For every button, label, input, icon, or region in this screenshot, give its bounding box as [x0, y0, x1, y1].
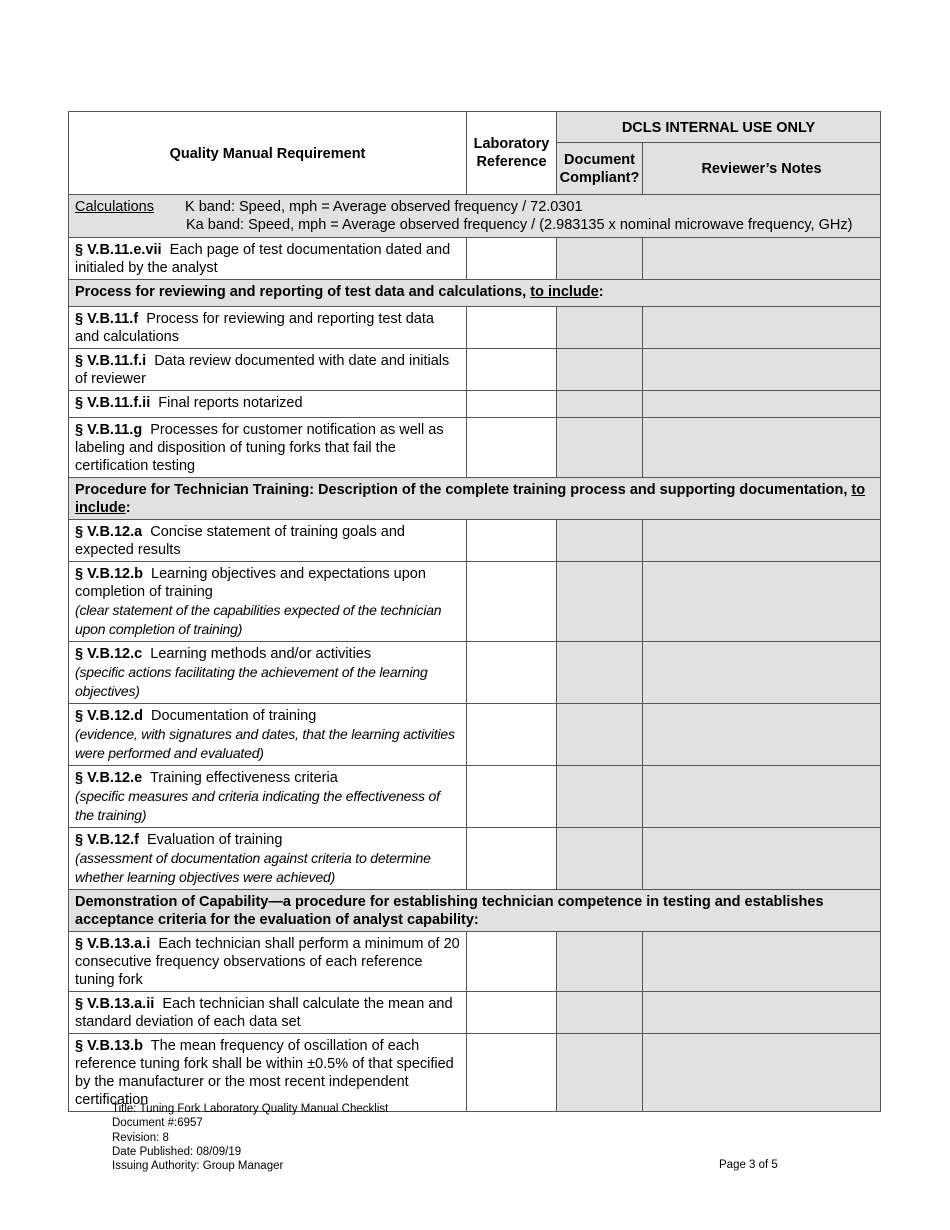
req-text: Learning methods and/or activities [150, 646, 372, 662]
table-row [69, 520, 881, 562]
compliant-cell[interactable] [557, 418, 643, 478]
req-code: § V.B.12.b [75, 566, 143, 582]
req-note: (evidence, with signatures and dates, that the learning activities were performed and evaluated) [75, 726, 455, 761]
notes-cell[interactable] [643, 766, 881, 828]
notes-cell[interactable] [643, 828, 881, 890]
table-row [69, 349, 881, 391]
lab-reference-cell[interactable] [467, 307, 557, 349]
page-number: Page 3 of 5 [719, 1159, 778, 1171]
req-text: Each page of test documentation dated and initialed by the analyst [75, 242, 451, 276]
req-note: (clear statement of the capabilities expected of the technician upon completion of training) [75, 602, 442, 637]
table-row [69, 704, 881, 766]
notes-cell[interactable] [643, 520, 881, 562]
compliant-cell[interactable] [557, 1034, 643, 1112]
compliant-cell[interactable] [557, 307, 643, 349]
compliant-cell[interactable] [557, 704, 643, 766]
req-text: The mean frequency of oscillation of each reference tuning fork shall be within ±0.5% of that specified by the manufacturer or the most recent independent certification [75, 1038, 454, 1108]
compliant-cell[interactable] [557, 766, 643, 828]
section-text: Process for reviewing and reporting of test data and calculations, [75, 284, 531, 300]
req-code: § V.B.12.f [75, 832, 139, 848]
lab-reference-cell[interactable] [467, 828, 557, 890]
table-row [69, 418, 881, 478]
lab-reference-cell[interactable] [467, 520, 557, 562]
compliant-cell[interactable] [557, 391, 643, 418]
notes-cell[interactable] [643, 238, 881, 280]
lab-reference-cell[interactable] [467, 562, 557, 642]
req-text: Evaluation of training [147, 832, 283, 848]
table-row [69, 932, 881, 992]
req-code: § V.B.11.e.vii [75, 242, 162, 258]
lab-reference-cell[interactable] [467, 704, 557, 766]
footer-date: Date Published: 08/09/19 [112, 1145, 242, 1158]
req-note: (assessment of documentation against criteria to determine whether learning objectives were achieved) [75, 850, 431, 885]
footer-document-number: Document #:6957 [112, 1117, 203, 1130]
compliant-cell[interactable] [557, 520, 643, 562]
compliant-cell[interactable] [557, 828, 643, 890]
compliant-cell[interactable] [557, 562, 643, 642]
lab-reference-cell[interactable] [467, 391, 557, 418]
req-text: Final reports notarized [158, 395, 303, 411]
table-row [69, 307, 881, 349]
req-text: Data review documented with date and initials of reviewer [75, 353, 450, 387]
notes-cell[interactable] [643, 307, 881, 349]
table-row [69, 391, 881, 418]
footer-title: Title: Tuning Fork Laboratory Quality Manual Checklist [112, 1103, 389, 1115]
notes-cell[interactable] [643, 642, 881, 704]
section-header [69, 890, 881, 932]
document-footer [112, 1102, 388, 1173]
section-text: Demonstration of Capability—a procedure for establishing technician competence in testing and establishes acceptance criteria for the evaluation of analyst capability: [75, 894, 824, 928]
req-code: § V.B.12.a [75, 524, 143, 540]
req-code: § V.B.12.c [75, 646, 143, 662]
req-code: § V.B.13.b [75, 1038, 143, 1054]
col-requirement: Quality Manual Requirement [69, 112, 467, 195]
notes-cell[interactable] [643, 992, 881, 1034]
col-reviewer-notes: Reviewer’s Notes [643, 143, 881, 195]
req-text: Learning objectives and expectations upon completion of training [75, 566, 426, 600]
compliant-cell[interactable] [557, 642, 643, 704]
col-doc-compliant: Document Compliant? [557, 143, 643, 195]
ka-band-formula: Ka band: Speed, mph = Average observed frequency / (2.983135 x nominal microwave frequency, GHz) [186, 217, 853, 233]
req-code: § V.B.12.e [75, 770, 143, 786]
req-code: § V.B.11.f.i [75, 353, 147, 369]
footer-authority: Issuing Authority: Group Manager [112, 1160, 284, 1173]
lab-reference-cell[interactable] [467, 1034, 557, 1112]
req-note: (specific measures and criteria indicating the effectiveness of the training) [75, 788, 440, 823]
lab-reference-cell[interactable] [467, 766, 557, 828]
section-header [69, 478, 881, 520]
req-text: Process for reviewing and reporting test data and calculations [75, 311, 434, 345]
req-text: Concise statement of training goals and expected results [75, 524, 405, 558]
table-row [69, 642, 881, 704]
footer-revision: Revision: 8 [112, 1131, 169, 1144]
calculations-row [69, 195, 881, 238]
section-emphasis: to include [530, 284, 599, 300]
req-note: (specific actions facilitating the achievement of the learning objectives) [75, 664, 428, 699]
lab-reference-cell[interactable] [467, 992, 557, 1034]
table-row [69, 828, 881, 890]
req-code: § V.B.13.a.i [75, 936, 151, 952]
compliant-cell[interactable] [557, 349, 643, 391]
lab-reference-cell[interactable] [467, 418, 557, 478]
lab-reference-cell[interactable] [467, 238, 557, 280]
compliant-cell[interactable] [557, 992, 643, 1034]
req-code: § V.B.11.f.ii [75, 395, 151, 411]
notes-cell[interactable] [643, 1034, 881, 1112]
req-code: § V.B.12.d [75, 708, 143, 724]
req-text: Training effectiveness criteria [149, 770, 338, 786]
checklist-table [68, 111, 881, 1112]
req-code: § V.B.11.g [75, 422, 143, 438]
table-row [69, 1034, 881, 1112]
req-code: § V.B.13.a.ii [75, 996, 155, 1012]
section-punct: : [598, 284, 604, 300]
lab-reference-cell[interactable] [467, 642, 557, 704]
section-punct: : [125, 500, 131, 516]
notes-cell[interactable] [643, 932, 881, 992]
calculations-label: Calculations [75, 199, 154, 215]
lab-reference-cell[interactable] [467, 349, 557, 391]
notes-cell[interactable] [643, 349, 881, 391]
req-text: Each technician shall perform a minimum of 20 consecutive frequency observations of each reference tuning fork [75, 936, 460, 988]
req-text: Processes for customer notification as well as labeling and disposition of tuning forks that fail the certification testing [75, 422, 444, 474]
table-row [69, 238, 881, 280]
table-row [69, 766, 881, 828]
notes-cell[interactable] [643, 418, 881, 478]
compliant-cell[interactable] [557, 238, 643, 280]
section-text: Procedure for Technician Training: Description of the complete training process and supporting documentation, [75, 482, 852, 498]
notes-cell[interactable] [643, 704, 881, 766]
table-row [69, 562, 881, 642]
req-text: Each technician shall calculate the mean and standard deviation of each data set [75, 996, 453, 1030]
section-header [69, 280, 881, 307]
table-row [69, 992, 881, 1034]
lab-reference-cell[interactable] [467, 932, 557, 992]
notes-cell[interactable] [643, 391, 881, 418]
k-band-formula: K band: Speed, mph = Average observed frequency / 72.0301 [185, 199, 583, 215]
section-emphasis: to include [75, 482, 866, 516]
col-lab-reference: Laboratory Reference [467, 112, 557, 195]
req-code: § V.B.11.f [75, 311, 139, 327]
col-internal-use: DCLS INTERNAL USE ONLY [557, 112, 881, 143]
compliant-cell[interactable] [557, 932, 643, 992]
notes-cell[interactable] [643, 562, 881, 642]
req-text: Documentation of training [151, 708, 317, 724]
